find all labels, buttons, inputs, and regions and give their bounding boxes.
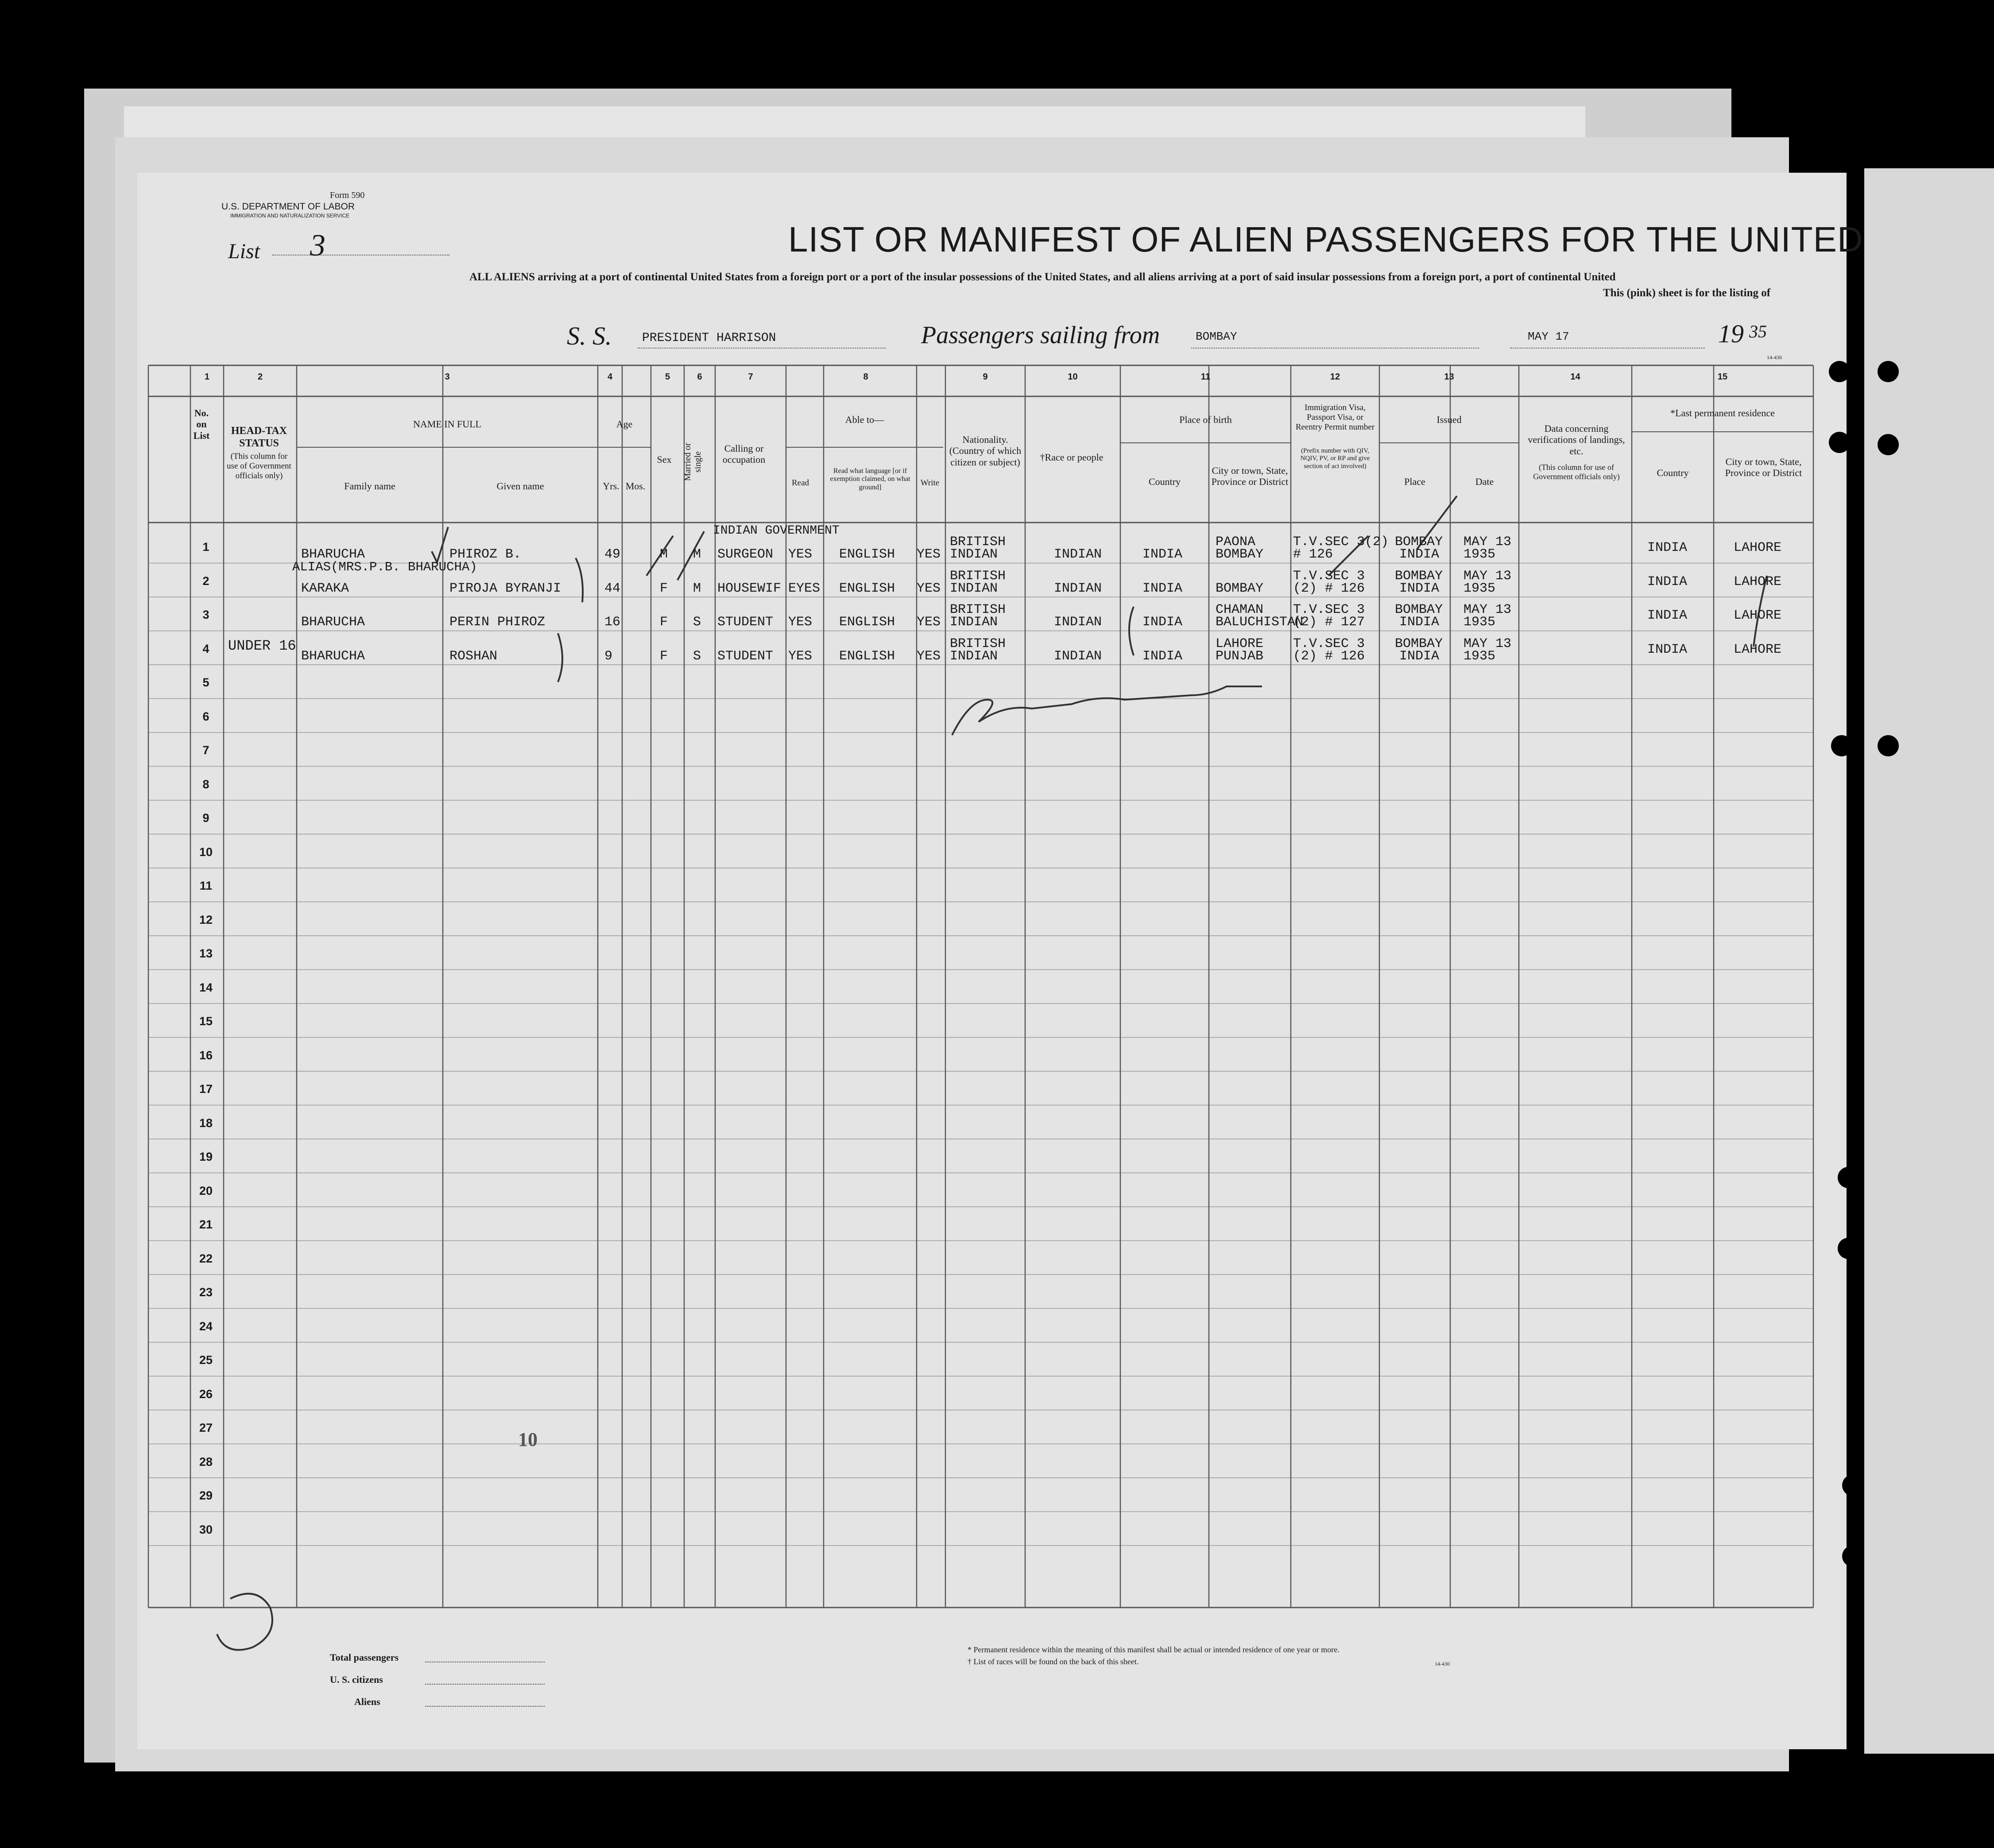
footer-total-label: Total passengers: [330, 1652, 399, 1663]
issued-date-line-1: MAY 13: [1464, 636, 1512, 651]
occupation: STUDENT: [717, 648, 774, 664]
row-number: 25: [199, 1353, 213, 1367]
birth-city-line-2: BALUCHISTAN: [1216, 615, 1304, 630]
birth-city-line-1: PAONA: [1216, 535, 1256, 550]
marital-status: S: [693, 615, 701, 630]
read-language: ENGLISH: [839, 615, 895, 630]
header-visa-note: (Prefix number with QIV, NQIV, PV, or RP and give section of act involved): [1300, 447, 1370, 470]
issued-place-line-2: INDIA: [1399, 648, 1440, 664]
row-number: 13: [199, 947, 213, 960]
column-number: 7: [748, 372, 753, 382]
visa-line-2: (2) # 127: [1293, 615, 1365, 630]
sex: F: [660, 581, 668, 596]
ship-underline: [638, 348, 886, 349]
column-number: 11: [1200, 372, 1211, 382]
column-number: 12: [1330, 372, 1340, 382]
age-years: 9: [604, 648, 613, 664]
header-issued-place: Place: [1404, 476, 1425, 487]
row-number: 16: [199, 1048, 213, 1062]
birth-country: INDIA: [1142, 581, 1183, 596]
row-number: 6: [202, 709, 209, 723]
birth-city-line-2: PUNJAB: [1216, 648, 1264, 664]
print-code: 14-430: [1767, 354, 1782, 360]
list-number: 3: [310, 229, 325, 263]
write-ability: YES: [917, 615, 941, 630]
nationality-line-1: BRITISH: [950, 636, 1006, 651]
list-label: List: [228, 240, 260, 263]
birth-country: INDIA: [1142, 615, 1183, 630]
nationality-line-2: INDIAN: [950, 547, 998, 562]
visa-line-2: (2) # 126: [1293, 648, 1365, 664]
issued-date-line-1: MAY 13: [1464, 602, 1512, 617]
port-name: BOMBAY: [1196, 330, 1237, 343]
header-res-city: City or town, State, Province or District: [1725, 456, 1802, 479]
header-no-on-list: No. on List: [193, 407, 210, 441]
header-visa: Immigration Visa, Passport Visa, or Reentry Permit number: [1295, 403, 1375, 432]
issued-date-line-1: MAY 13: [1464, 568, 1512, 584]
year-prefix: 19: [1718, 319, 1744, 348]
subtitle-line-1: ALL ALIENS arriving at a port of continental United States from a foreign port or a port of the insular possessions of the United States, and all aliens arriving at a port of said insular possessions from a foreign port, a port of continental United: [469, 271, 1616, 283]
column-number: 5: [665, 372, 670, 382]
age-years: 16: [604, 615, 621, 630]
visa-line-1: T.V.SEC 3: [1293, 602, 1365, 617]
column-number: 4: [607, 372, 613, 382]
race: INDIAN: [1054, 581, 1102, 596]
row-number: 3: [202, 608, 209, 621]
race: INDIAN: [1054, 648, 1102, 664]
write-ability: YES: [917, 648, 941, 664]
subtitle-line-2: This (pink) sheet is for the listing of: [1603, 287, 1771, 299]
ship-name: PRESIDENT HARRISON: [642, 331, 776, 345]
column-number: 14: [1570, 372, 1580, 382]
header-data-landings-note: (This column for use of Government officials only): [1533, 463, 1620, 481]
sex: F: [660, 615, 668, 630]
row-number: 14: [199, 980, 213, 994]
read-ability: YES: [788, 615, 813, 630]
issued-place-line-2: INDIA: [1399, 547, 1440, 562]
form-number: Form 590: [330, 190, 365, 200]
header-sex: Sex: [657, 454, 672, 465]
issued-place-line-1: BOMBAY: [1395, 535, 1443, 550]
family-name: KARAKA: [301, 581, 349, 596]
occupation: STUDENT: [717, 615, 774, 630]
issued-place-line-1: BOMBAY: [1395, 636, 1443, 651]
header-place-of-birth: Place of birth: [1179, 414, 1232, 425]
nationality-line-2: INDIAN: [950, 581, 998, 596]
birth-city-line-1: CHAMAN: [1216, 602, 1264, 617]
header-given-name: Given name: [496, 480, 544, 492]
read-ability: YES: [788, 648, 813, 664]
birth-city-line-2: BOMBAY: [1216, 547, 1264, 562]
sex: M: [660, 547, 668, 562]
issued-date-line-2: 1935: [1464, 581, 1496, 596]
marital-status: S: [693, 648, 701, 664]
header-name-in-full: NAME IN FULL: [413, 418, 481, 430]
row-number: 28: [199, 1455, 213, 1468]
issued-date-line-1: MAY 13: [1464, 535, 1512, 550]
header-race: †Race or people: [1040, 452, 1103, 463]
write-ability: YES: [917, 581, 941, 596]
header-read-language: Read what language [or if exemption claimed, on what ground]: [830, 467, 910, 491]
row-number: 18: [199, 1116, 213, 1130]
given-name: PERIN PHIROZ: [449, 615, 546, 630]
row-number: 1: [202, 540, 209, 554]
marital-status: M: [693, 581, 701, 596]
header-yrs: Yrs.: [603, 480, 619, 492]
date-underline: [1510, 348, 1705, 349]
row-number: 22: [199, 1251, 213, 1265]
sailing-date: MAY 17: [1528, 330, 1569, 343]
header-head-tax: HEAD-TAX STATUS: [231, 425, 287, 449]
header-issued-date: Date: [1475, 476, 1494, 487]
header-nationality: Nationality. (Country of which citizen or subject): [949, 434, 1022, 468]
nationality-line-2: INDIAN: [950, 648, 998, 664]
binder-hole: [1838, 1167, 1859, 1188]
given-name: ROSHAN: [449, 648, 498, 664]
header-last-residence: *Last permanent residence: [1670, 407, 1775, 418]
column-number: 13: [1444, 372, 1454, 382]
issued-place-line-2: INDIA: [1399, 615, 1440, 630]
visa-line-1: T.V.SEC 3(2): [1293, 535, 1389, 550]
residence-city: LAHORE: [1734, 540, 1782, 555]
family-name: BHARUCHA: [301, 615, 365, 630]
column-number: 8: [863, 372, 868, 382]
issued-place-line-1: BOMBAY: [1395, 568, 1443, 584]
stamp-number: 10: [518, 1429, 538, 1450]
row-number: 24: [199, 1319, 213, 1333]
residence-city: LAHORE: [1734, 574, 1782, 589]
header-age: Age: [616, 418, 633, 430]
alias-name: ALIAS(MRS.P.B. BHARUCHA): [292, 559, 477, 574]
column-number: 6: [697, 372, 702, 382]
column-number: 2: [257, 372, 263, 382]
marital-status: M: [693, 547, 701, 562]
header-read: Read: [791, 478, 809, 488]
footer-citizens-label: U. S. citizens: [330, 1674, 383, 1685]
issued-place-line-1: BOMBAY: [1395, 602, 1443, 617]
row-number: 9: [202, 811, 209, 825]
row-number: 21: [199, 1218, 213, 1231]
nationality-line-1: BRITISH: [950, 602, 1006, 617]
row-number: 10: [199, 845, 213, 859]
given-name: PHIROZ B.: [449, 547, 522, 562]
column-number: 15: [1717, 372, 1728, 382]
header-calling: Calling or occupation: [722, 443, 766, 465]
birth-country: INDIA: [1142, 547, 1183, 562]
row-number: 26: [199, 1387, 213, 1401]
residence-country: INDIA: [1647, 540, 1688, 555]
row-number: 30: [199, 1523, 213, 1536]
row-number: 12: [199, 913, 213, 926]
binder-hole: [1842, 1475, 1863, 1496]
binder-hole: [1838, 1238, 1859, 1259]
header-head-tax-note: (This column for use of Government officials only): [227, 452, 291, 480]
binder-hole: [1878, 434, 1899, 455]
row-number: 15: [199, 1015, 213, 1028]
column-number: 3: [445, 372, 450, 382]
binder-hole: [1842, 1546, 1863, 1567]
visa-line-2: (2) # 126: [1293, 581, 1365, 596]
issued-date-line-2: 1935: [1464, 547, 1496, 562]
nationality-line-1: BRITISH: [950, 535, 1006, 550]
residence-city: LAHORE: [1734, 642, 1782, 657]
given-name: PIROJA BYRANJI: [449, 581, 561, 596]
header-family-name: Family name: [344, 480, 395, 492]
ship-label: S. S.: [567, 322, 612, 350]
footer-code: 14-430: [1435, 1661, 1450, 1667]
header-issued: Issued: [1436, 414, 1462, 425]
header-able-to: Able to—: [845, 414, 884, 425]
family-name: BHARUCHA: [301, 547, 365, 562]
row-number: 4: [202, 642, 209, 655]
footer-aliens-line: [425, 1706, 545, 1707]
row-number: 11: [199, 879, 213, 892]
binder-hole: [1829, 361, 1850, 382]
residence-country: INDIA: [1647, 642, 1688, 657]
row-number: 7: [202, 744, 209, 757]
issued-place-line-2: INDIA: [1399, 581, 1440, 596]
sailing-label: Passengers sailing from: [921, 322, 1160, 349]
header-write: Write: [920, 478, 940, 488]
race: INDIAN: [1054, 615, 1102, 630]
read-language: ENGLISH: [839, 648, 895, 664]
birth-country: INDIA: [1142, 648, 1183, 664]
nationality-line-1: BRITISH: [950, 568, 1006, 584]
visa-line-1: T.V.SEC 3: [1293, 636, 1365, 651]
row-number: 19: [199, 1150, 213, 1163]
row-number: 27: [199, 1421, 213, 1434]
header-data-landings: Data concerning verifications of landings, etc.: [1528, 423, 1625, 457]
row-number: 23: [199, 1286, 213, 1299]
footer-aliens-label: Aliens: [354, 1696, 380, 1707]
row-number: 8: [202, 777, 209, 791]
birth-city-line-2: BOMBAY: [1216, 581, 1264, 596]
nationality-line-2: INDIAN: [950, 615, 998, 630]
binder-hole: [1829, 432, 1850, 453]
footnote-races: † List of races will be found on the back of this sheet.: [968, 1657, 1139, 1666]
header-birth-country: Country: [1148, 476, 1181, 487]
row-number: 29: [199, 1489, 213, 1502]
residence-country: INDIA: [1647, 608, 1688, 623]
family-name: BHARUCHA: [301, 648, 365, 664]
binder-hole: [1878, 735, 1899, 756]
birth-city-line-1: LAHORE: [1216, 636, 1264, 651]
header-res-country: Country: [1657, 467, 1689, 478]
row-number: 5: [202, 676, 209, 689]
footnote-residence: * Permanent residence within the meaning of this manifest shall be actual or intended residence of one year or more.: [968, 1645, 1340, 1654]
read-ability: EYES: [788, 581, 821, 596]
column-number: 1: [204, 372, 210, 382]
binder-hole: [1831, 735, 1852, 756]
visa-line-1: T.V.SEC 3: [1293, 568, 1365, 584]
occupation: SURGEON: [717, 547, 774, 562]
age-years: 44: [604, 581, 621, 596]
occupation-note: INDIAN GOVERNMENT: [713, 524, 840, 538]
row-number: 20: [199, 1184, 213, 1197]
read-language: ENGLISH: [839, 547, 895, 562]
header-birth-city: City or town, State, Province or District: [1211, 465, 1289, 488]
issued-date-line-2: 1935: [1464, 615, 1496, 630]
visa-line-2: # 126: [1293, 547, 1333, 562]
head-tax-status: UNDER 16: [228, 637, 296, 654]
write-ability: YES: [917, 547, 941, 562]
row-number: 17: [199, 1082, 213, 1096]
header-married: Married or single: [683, 442, 703, 481]
page-title: LIST OR MANIFEST OF ALIEN PASSENGERS FOR THE UNITED: [788, 220, 1863, 259]
footer-citizens-line: [425, 1684, 545, 1685]
department-label: U.S. DEPARTMENT OF LABOR: [221, 201, 355, 212]
residence-city: LAHORE: [1734, 608, 1782, 623]
row-number: 2: [202, 574, 209, 588]
residence-country: INDIA: [1647, 574, 1688, 589]
race: INDIAN: [1054, 547, 1102, 562]
column-number: 10: [1068, 372, 1078, 382]
read-ability: YES: [788, 547, 813, 562]
age-years: 49: [604, 547, 621, 562]
read-language: ENGLISH: [839, 581, 895, 596]
issued-date-line-2: 1935: [1464, 648, 1496, 664]
occupation: HOUSEWIF: [717, 581, 782, 596]
sex: F: [660, 648, 668, 664]
year-suffix: 35: [1749, 322, 1767, 341]
list-underline: [272, 255, 449, 256]
service-label: IMMIGRATION AND NATURALIZATION SERVICE: [230, 213, 350, 219]
port-underline: [1191, 348, 1479, 349]
binder-hole: [1878, 361, 1899, 382]
header-mos: Mos.: [625, 480, 646, 492]
column-number: 9: [983, 372, 988, 382]
